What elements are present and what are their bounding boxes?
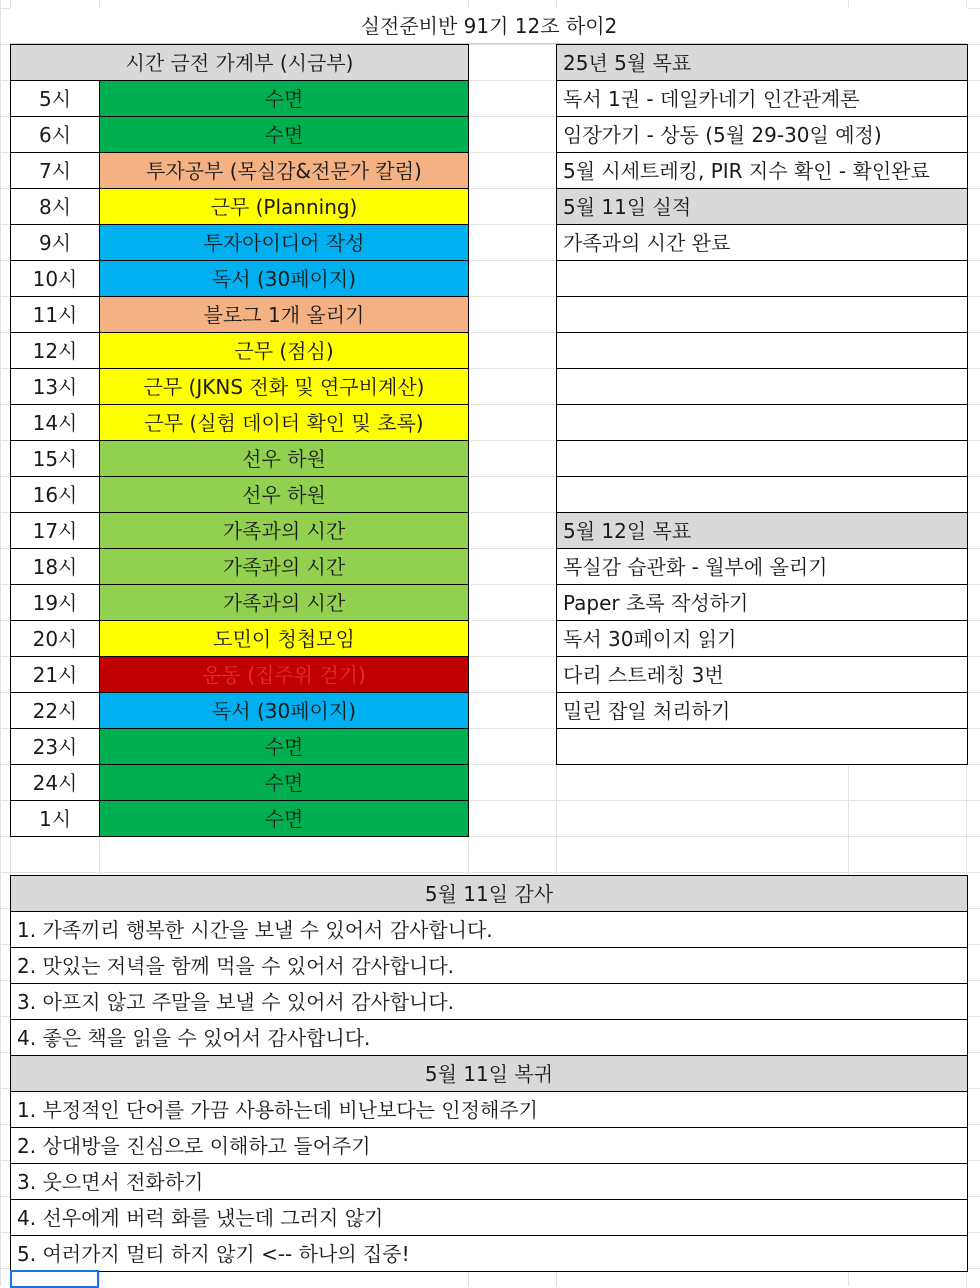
daily-goal-item[interactable] <box>556 728 968 765</box>
hour-cell[interactable]: 9시 <box>10 224 100 261</box>
daily-goal-item[interactable]: 독서 30페이지 읽기 <box>556 620 968 657</box>
result-item[interactable] <box>556 440 968 477</box>
activity-cell[interactable]: 가족과의 시간 <box>99 584 469 621</box>
result-item[interactable] <box>556 404 968 441</box>
activity-cell[interactable]: 투자아이디어 작성 <box>99 224 469 261</box>
reflection-item[interactable]: 3. 웃으면서 전화하기 <box>10 1163 968 1200</box>
gratitude-item[interactable]: 1. 가족끼리 행복한 시간을 보낼 수 있어서 감사합니다. <box>10 911 968 948</box>
activity-cell[interactable]: 근무 (JKNS 전화 및 연구비계산) <box>99 368 469 405</box>
hour-cell[interactable]: 5시 <box>10 80 100 117</box>
result-item[interactable] <box>556 368 968 405</box>
hour-cell[interactable]: 15시 <box>10 440 100 477</box>
schedule-header[interactable]: 시간 금전 가계부 (시금부) <box>10 44 469 81</box>
hour-cell[interactable]: 21시 <box>10 656 100 693</box>
activity-cell[interactable]: 가족과의 시간 <box>99 512 469 549</box>
hour-cell[interactable]: 8시 <box>10 188 100 225</box>
monthly-goal-item[interactable]: 임장가기 - 상동 (5월 29-30일 예정) <box>556 116 968 153</box>
gratitude-item[interactable]: 3. 아프지 않고 주말을 보낼 수 있어서 감사합니다. <box>10 983 968 1020</box>
hour-cell[interactable]: 14시 <box>10 404 100 441</box>
activity-cell[interactable]: 근무 (점심) <box>99 332 469 369</box>
activity-cell[interactable]: 블로그 1개 올리기 <box>99 296 469 333</box>
activity-cell[interactable]: 운동 (집주위 걷기) <box>99 656 469 693</box>
monthly-goal-item[interactable]: 독서 1권 - 데일카네기 인간관계론 <box>556 80 968 117</box>
monthly-goal-item[interactable]: 5월 시세트레킹, PIR 지수 확인 - 확인완료 <box>556 152 968 189</box>
result-item[interactable] <box>556 476 968 513</box>
hour-cell[interactable]: 7시 <box>10 152 100 189</box>
daily-goal-item[interactable]: 목실감 습관화 - 월부에 올리기 <box>556 548 968 585</box>
activity-cell[interactable]: 독서 (30페이지) <box>99 260 469 297</box>
reflection-item[interactable]: 4. 선우에게 버럭 화를 냈는데 그러지 않기 <box>10 1199 968 1236</box>
hour-cell[interactable]: 24시 <box>10 764 100 801</box>
daily-goals-header[interactable]: 5월 12일 목표 <box>556 512 968 549</box>
result-item[interactable] <box>556 296 968 333</box>
activity-cell[interactable]: 수면 <box>99 764 469 801</box>
result-item[interactable] <box>556 332 968 369</box>
reflection-header[interactable]: 5월 11일 복귀 <box>10 1055 968 1092</box>
results-header[interactable]: 5월 11일 실적 <box>556 188 968 225</box>
activity-cell[interactable]: 근무 (Planning) <box>99 188 469 225</box>
hour-cell[interactable]: 12시 <box>10 332 100 369</box>
hour-cell[interactable]: 11시 <box>10 296 100 333</box>
reflection-item[interactable]: 1. 부정적인 단어를 가끔 사용하는데 비난보다는 인정해주기 <box>10 1091 968 1128</box>
reflection-item[interactable]: 2. 상대방을 진심으로 이해하고 들어주기 <box>10 1127 968 1164</box>
hour-cell[interactable]: 20시 <box>10 620 100 657</box>
activity-cell[interactable]: 독서 (30페이지) <box>99 692 469 729</box>
activity-cell[interactable]: 선우 하원 <box>99 440 469 477</box>
hour-cell[interactable]: 13시 <box>10 368 100 405</box>
activity-cell[interactable]: 수면 <box>99 80 469 117</box>
hour-cell[interactable]: 1시 <box>10 800 100 837</box>
activity-cell[interactable]: 가족과의 시간 <box>99 548 469 585</box>
daily-goal-item[interactable]: Paper 초록 작성하기 <box>556 584 968 621</box>
hour-cell[interactable]: 18시 <box>10 548 100 585</box>
hour-cell[interactable]: 16시 <box>10 476 100 513</box>
activity-cell[interactable]: 도민이 청첩모임 <box>99 620 469 657</box>
hour-cell[interactable]: 19시 <box>10 584 100 621</box>
gratitude-item[interactable]: 4. 좋은 책을 읽을 수 있어서 감사합니다. <box>10 1019 968 1056</box>
activity-cell[interactable]: 근무 (실험 데이터 확인 및 초록) <box>99 404 469 441</box>
hour-cell[interactable]: 6시 <box>10 116 100 153</box>
result-item[interactable] <box>556 260 968 297</box>
monthly-goals-header[interactable]: 25년 5월 목표 <box>556 44 968 81</box>
activity-cell[interactable]: 선우 하원 <box>99 476 469 513</box>
hour-cell[interactable]: 17시 <box>10 512 100 549</box>
activity-cell[interactable]: 수면 <box>99 800 469 837</box>
hour-cell[interactable]: 23시 <box>10 728 100 765</box>
activity-cell[interactable]: 투자공부 (목실감&전문가 칼럼) <box>99 152 469 189</box>
daily-goal-item[interactable]: 밀린 잡일 처리하기 <box>556 692 968 729</box>
gratitude-header[interactable]: 5월 11일 감사 <box>10 875 968 912</box>
gratitude-item[interactable]: 2. 맛있는 저녁을 함께 먹을 수 있어서 감사합니다. <box>10 947 968 984</box>
sheet-title[interactable]: 실전준비반 91기 12조 하이2 <box>10 8 968 44</box>
active-cell-selection[interactable] <box>10 1270 99 1288</box>
hour-cell[interactable]: 10시 <box>10 260 100 297</box>
activity-cell[interactable]: 수면 <box>99 116 469 153</box>
activity-cell[interactable]: 수면 <box>99 728 469 765</box>
reflection-item[interactable]: 5. 여러가지 멀티 하지 않기 <-- 하나의 집중! <box>10 1235 968 1272</box>
daily-goal-item[interactable]: 다리 스트레칭 3번 <box>556 656 968 693</box>
hour-cell[interactable]: 22시 <box>10 692 100 729</box>
result-item[interactable]: 가족과의 시간 완료 <box>556 224 968 261</box>
